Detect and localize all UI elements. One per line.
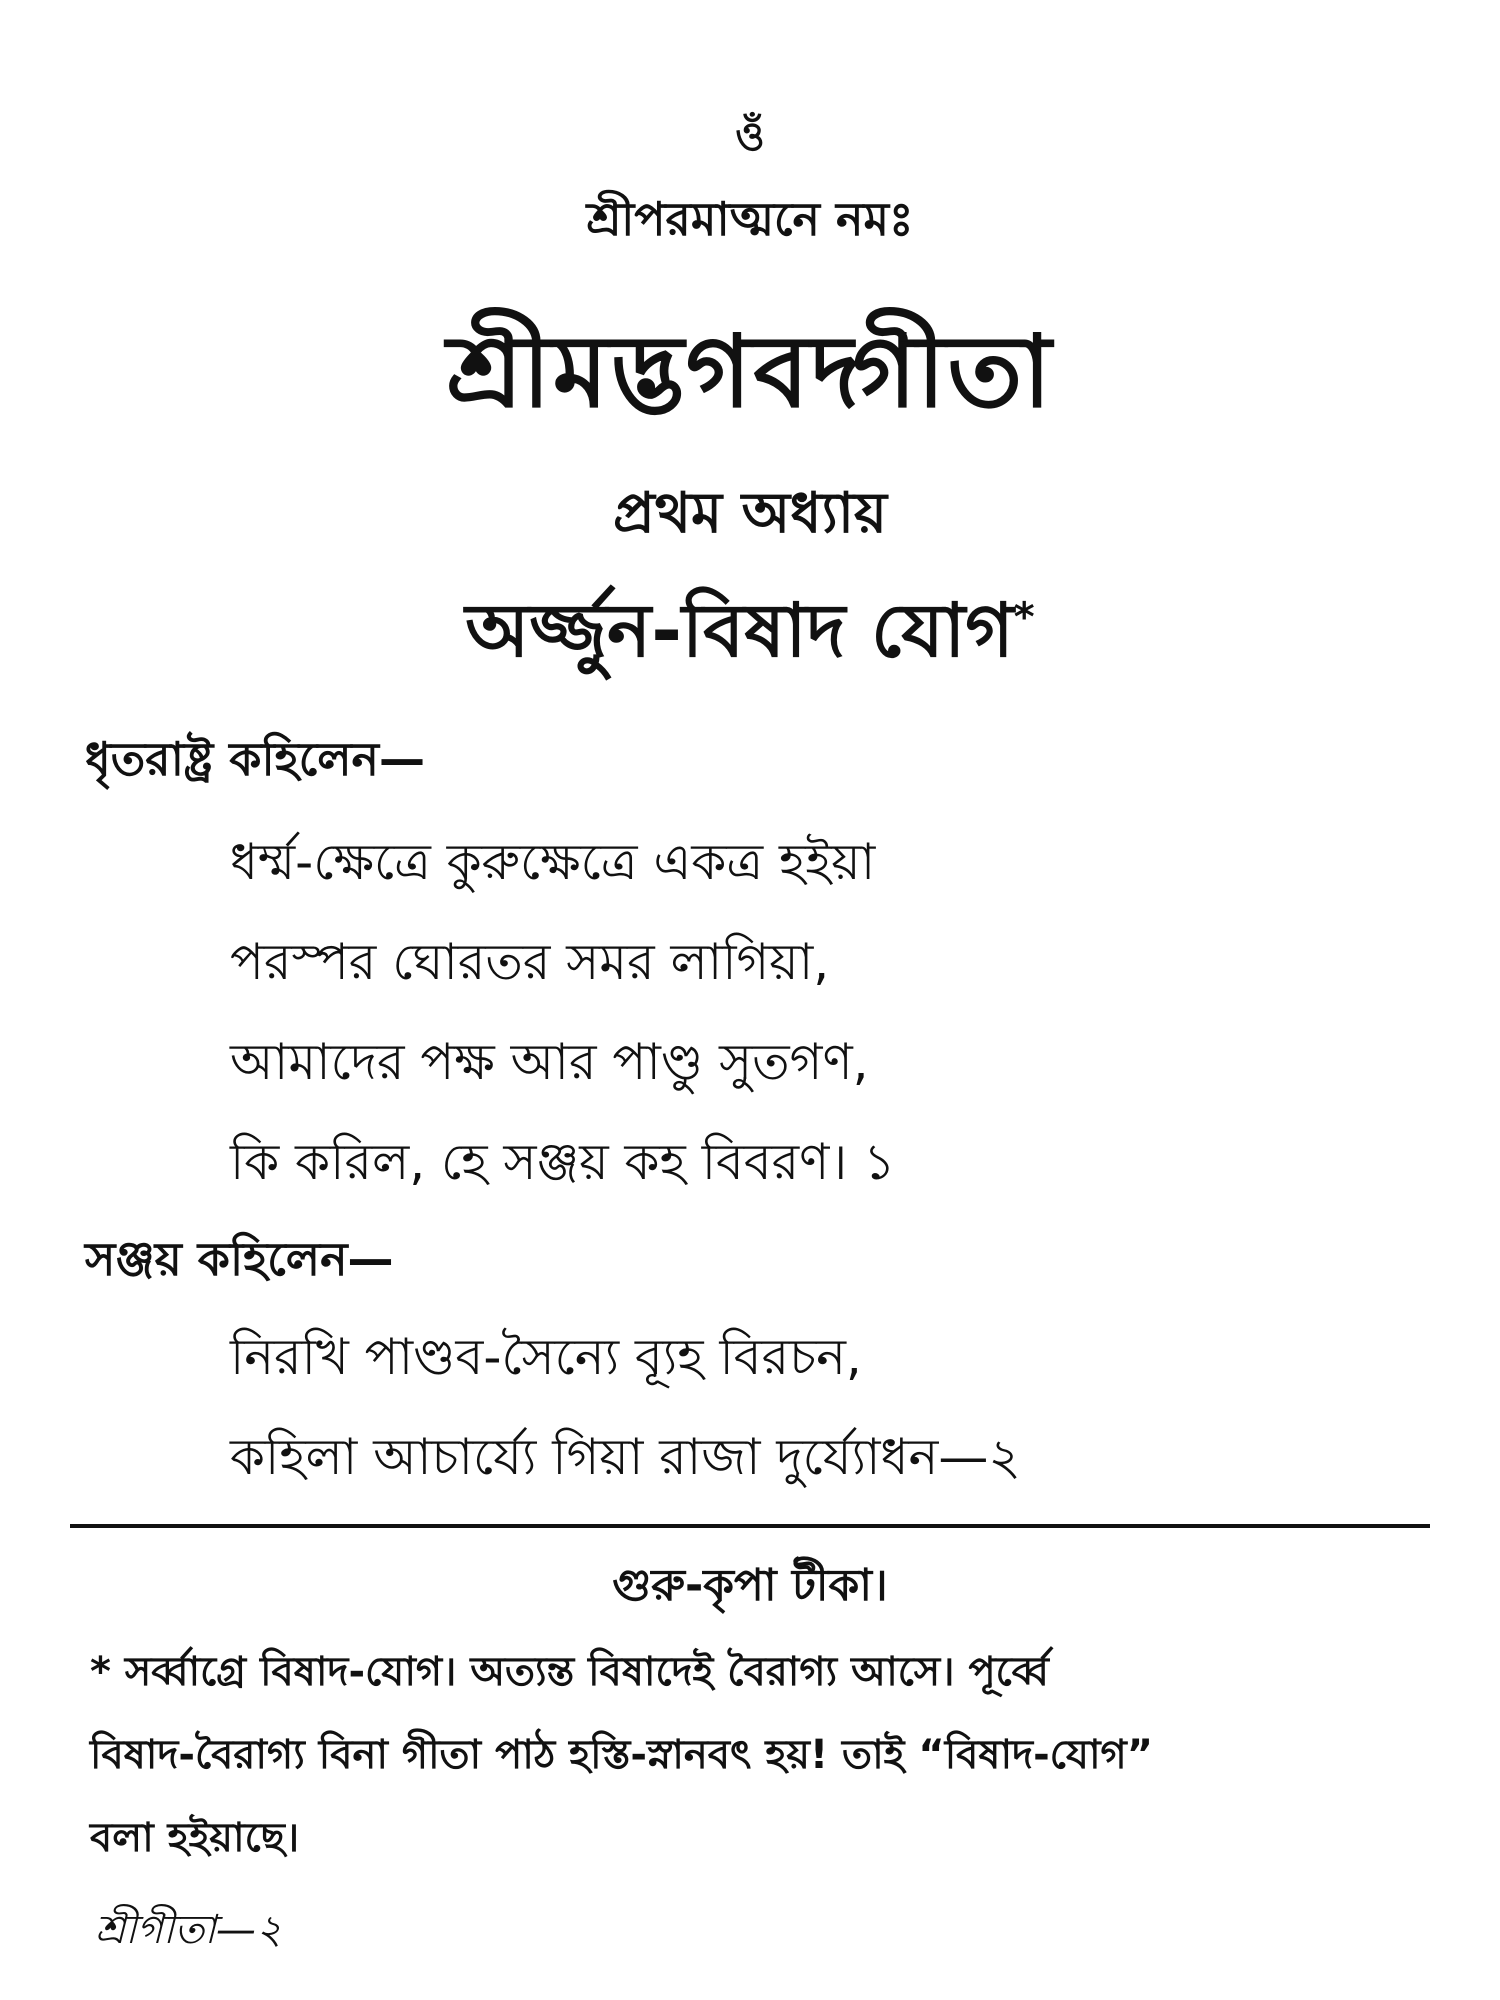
speaker-sanjaya: সঞ্জয় কহিলেন— (85, 1232, 394, 1286)
verse-line: কি করিল, হে সঞ্জয় কহ বিবরণ। ১ (230, 1133, 896, 1191)
om-symbol: ওঁ (735, 114, 765, 160)
speaker-dhritarashtra: ধৃতরাষ্ট্র কহিলেন— (85, 732, 425, 786)
verse-line: কহিলা আচার্য্যে গিয়া রাজা দুর্য্যোধন—২ (230, 1428, 1021, 1486)
chapter-subtitle-text: অর্জ্জুন-বিষাদ যোগ (465, 588, 1014, 674)
chapter-subtitle (0, 575, 1500, 698)
section-divider (70, 1524, 1430, 1528)
invocation-line: শ্রীপরমাত্মনে নমঃ (586, 192, 914, 246)
verse-line: নিরখি পাণ্ডব-সৈন্যে ব্যূহ বিরচন, (230, 1328, 862, 1386)
commentary-line: বলা হইয়াছে। (90, 1815, 300, 1861)
page-signature: শ্রীগীতা—২ (95, 1907, 282, 1953)
commentary-line: বিষাদ-বৈরাগ্য বিনা গীতা পাঠ হস্তি-স্নানবৎ হয়! তাই “বিষাদ-যোগ” (90, 1732, 1154, 1778)
book-title: শ্রীমদ্ভগবদ্গীতা (446, 313, 1054, 430)
commentary-title: গুরু-কৃপা টীকা। (612, 1560, 888, 1611)
chapter-heading: প্রথম অধ্যায় (612, 481, 887, 546)
verse-line: আমাদের পক্ষ আর পাণ্ডু সুতগণ, (230, 1033, 869, 1091)
verse-line: ধর্ম্ম-ক্ষেত্রে কুরুক্ষেত্রে একত্র হইয়া (230, 833, 876, 891)
verse-line: পরস্পর ঘোরতর সমর লাগিয়া, (230, 933, 830, 991)
commentary-line: * সর্ব্বাগ্রে বিষাদ-যোগ। অত্যন্ত বিষাদেই বৈরাগ্য আসে। পূর্ব্বে (90, 1649, 1049, 1695)
footnote-marker: * (1013, 594, 1035, 641)
